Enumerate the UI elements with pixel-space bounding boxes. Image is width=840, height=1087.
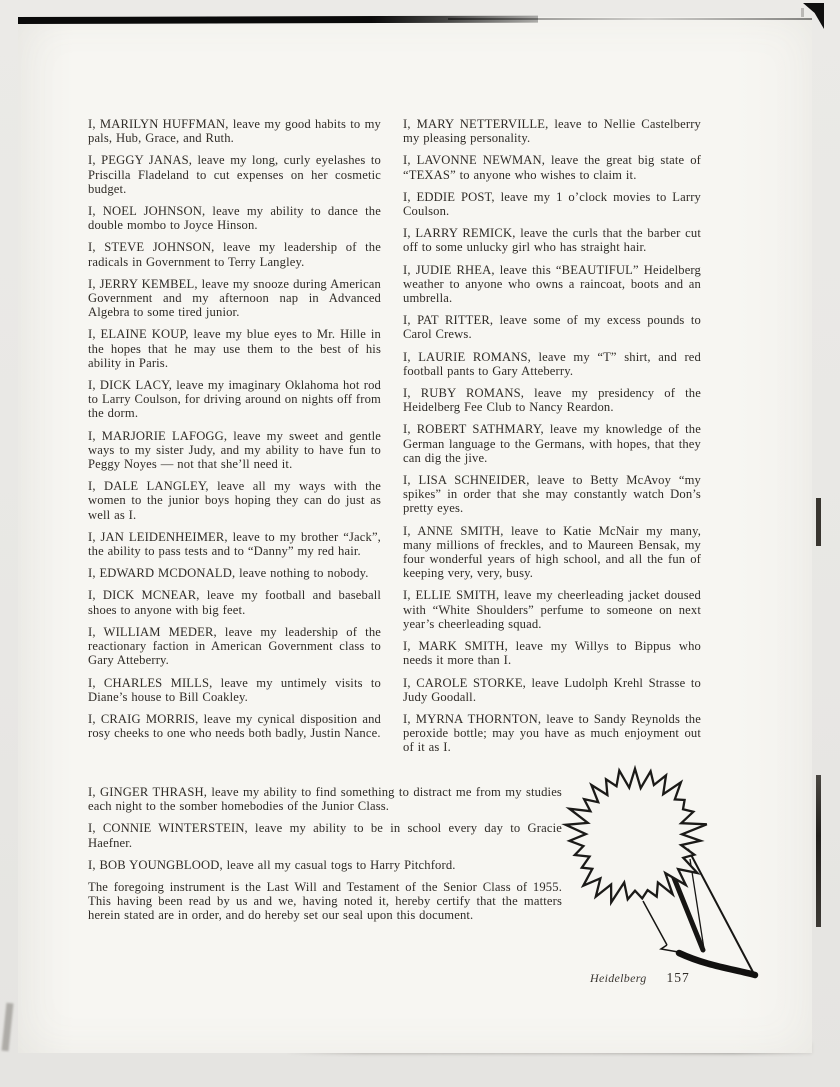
- will-entry: I, CAROLE STORKE, leave Ludolph Krehl Strasse to Judy Goodall.: [403, 675, 701, 704]
- will-entry: I, STEVE JOHNSON, leave my leadership of the radicals in Government to Terry Langley.: [88, 240, 381, 269]
- scan-artifact-right-segment-lower: [816, 775, 821, 927]
- will-entry: I, ELLIE SMITH, leave my cheerleading jacket doused with “White Shoulders” perfume to someone on next year’s cheerleading squad.: [403, 588, 701, 631]
- will-bottom-section: [88, 785, 562, 931]
- will-entry: I, NOEL JOHNSON, leave my ability to dance the double mombo to Joyce Hinson.: [88, 204, 381, 233]
- will-entry: I, JAN LEIDENHEIMER, leave to my brother “Jack”, the ability to pass tests and to “Danny” my red hair.: [88, 529, 381, 559]
- page-footer: [590, 970, 690, 986]
- will-entry: I, BOB YOUNGBLOOD, leave all my casual togs to Harry Pitchford.: [88, 857, 456, 872]
- will-entry: I, DALE LANGLEY, leave all my ways with the women to the junior boys hoping they can do just as well as I.: [88, 479, 381, 522]
- will-column-left: [88, 117, 381, 748]
- will-entry: I, JUDIE RHEA, leave this “BEAUTIFUL” Heidelberg weather to anyone who owns a raincoat, boots and an umbrella.: [403, 262, 701, 306]
- page-number: 157: [666, 970, 690, 985]
- will-entry: I, ANNE SMITH, leave to Katie McNair my many, many millions of freckles, and to Maureen Bensak, my four wonderful years of high school, and all the fun of keeping very, very, busy.: [403, 523, 701, 581]
- scan-artifact-left-streak: [2, 1003, 14, 1051]
- scan-artifact-right-segment-upper: [816, 498, 821, 546]
- seal-starburst: [566, 769, 707, 903]
- scan-artifact-top-line: [448, 18, 812, 20]
- will-entry: I, MARK SMITH, leave my Willys to Bippus who needs it more than I.: [403, 639, 701, 668]
- will-entry: I, MARY NETTERVILLE, leave to Nellie Castelberry my pleasing personality.: [403, 117, 701, 146]
- will-entry: I, GINGER THRASH, leave my ability to find something to distract me from my studies each night to the somber homebodies of the Junior Class.: [88, 785, 562, 814]
- will-entry: I, CRAIG MORRIS, leave my cynical disposition and rosy cheeks to one who needs both badly, Justin Nance.: [88, 711, 381, 741]
- will-entry: I, LAURIE ROMANS, leave my “T” shirt, and red football pants to Gary Atteberry.: [403, 349, 701, 378]
- will-entry: I, LARRY REMICK, leave the curls that the barber cut off to some unlucky girl who has straight hair.: [403, 226, 701, 255]
- will-entry: I, MARJORIE LAFOGG, leave my sweet and gentle ways to my sister Judy, and my ability to have fun to Peggy Noyes — not that she’ll need it.: [88, 428, 381, 472]
- closing-statement: The foregoing instrument is the Last Will and Testament of the Senior Class of 1955. This having been read by us and we, having noted it, hereby certify that the matters herein stated are in order, and do hereby set our seal upon this document.: [88, 880, 562, 923]
- will-entry: I, LAVONNE NEWMAN, leave the great big state of “TEXAS” to anyone who wishes to claim it.: [403, 153, 701, 182]
- will-entry: I, RUBY ROMANS, leave my presidency of the Heidelberg Fee Club to Nancy Reardon.: [403, 386, 701, 415]
- will-entry: I, ROBERT SATHMARY, leave my knowledge of the German language to the Germans, with hopes, that they can dig the jive.: [403, 422, 701, 465]
- will-entry: I, MYRNA THORNTON, leave to Sandy Reynolds the peroxide bottle; may you have as much enjoyment out of it as I.: [403, 711, 701, 755]
- will-entry: I, PAT RITTER, leave some of my excess pounds to Carol Crews.: [403, 313, 701, 342]
- will-entry: I, DICK LACY, leave my imaginary Oklahoma hot rod to Larry Coulson, for driving around on nights off from the dorm.: [88, 378, 381, 421]
- will-entry: I, CONNIE WINTERSTEIN, leave my ability to be in school every day to Gracie Haefner.: [88, 821, 562, 850]
- will-entry: I, EDDIE POST, leave my 1 o’clock movies to Larry Coulson.: [403, 189, 701, 219]
- will-entry: I, WILLIAM MEDER, leave my leadership of the reactionary faction in American Government class to Gary Atteberry.: [88, 624, 381, 668]
- will-column-right: [403, 117, 701, 763]
- will-entry: I, JERRY KEMBEL, leave my snooze during American Government and my afternoon nap in Advanced Algebra to some tired junior.: [88, 276, 381, 320]
- will-entry: I, LISA SCHNEIDER, leave to Betty McAvoy “my spikes” in order that she may constantly watch Don’s pretty eyes.: [403, 473, 701, 516]
- award-ribbon-seal-icon: [555, 753, 790, 988]
- yearbook-page: [18, 17, 812, 1053]
- will-entry: I, PEGGY JANAS, leave my long, curly eyelashes to Priscilla Fladeland to cut expenses on her cosmetic budget.: [88, 153, 381, 196]
- will-entry: I, CHARLES MILLS, leave my untimely visits to Diane’s house to Bill Coakley.: [88, 675, 381, 704]
- will-entry: I, MARILYN HUFFMAN, leave my good habits to my pals, Hub, Grace, and Ruth.: [88, 117, 381, 146]
- book-title: Heidelberg: [590, 971, 647, 985]
- will-entry: I, ELAINE KOUP, leave my blue eyes to Mr. Hille in the hopes that he may use them to the best of his ability in Paris.: [88, 327, 381, 370]
- will-entry: I, EDWARD MCDONALD, leave nothing to nobody.: [88, 566, 369, 581]
- seal-ribbon-left-edge: [643, 901, 667, 945]
- will-entry: I, DICK MCNEAR, leave my football and baseball shoes to anyone with big feet.: [88, 588, 381, 617]
